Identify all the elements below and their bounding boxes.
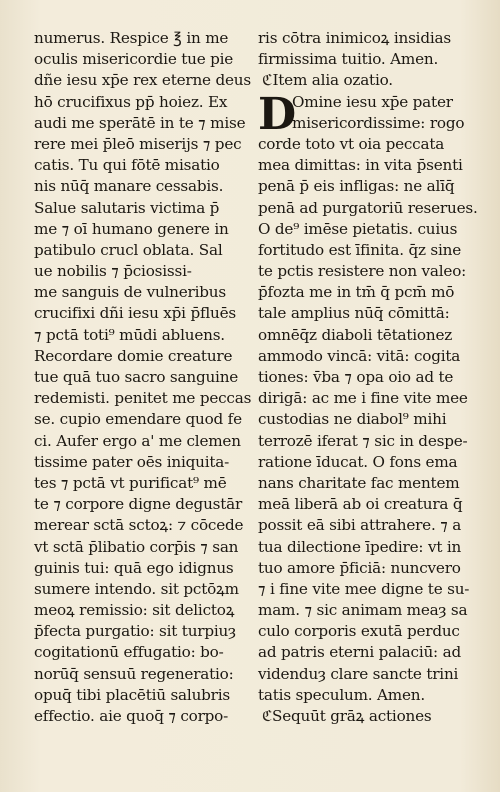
closing-rubric — [258, 706, 470, 727]
text-line: sumere intendo. sit pctōꝝm — [34, 579, 239, 598]
text-line: p̄fecta purgatio: sit turpiuȝ — [34, 622, 236, 641]
text-line: audi me sperātē in te ⁊ mise — [34, 113, 246, 132]
text-line: corde toto vt oia peccata — [258, 134, 445, 153]
text-line: ue nobilis ⁊ p̄ciosissi- — [34, 262, 192, 281]
text-line: effectio. aie quoq̄ ⁊ corpo- — [34, 707, 229, 725]
text-line: hō crucifixus pp̄ hoiez. Ex — [34, 92, 228, 111]
text-line: me ⁊ oī humano genere in — [34, 219, 229, 238]
text-line: misericordissime: rogo — [292, 113, 465, 132]
text-line: guinis tui: quā ego idignus — [34, 558, 234, 577]
text-line: fortitudo est īfinita. q̄z sine — [258, 240, 462, 259]
pilcrow-icon: ℭ — [262, 707, 273, 725]
text-line: redemisti. penitet me peccas — [34, 389, 252, 408]
heading-text: Item alia ozatio. — [272, 71, 393, 90]
text-line: Omine iesu xp̄e pater — [292, 92, 453, 111]
text-line: tatis speculum. Amen. — [258, 685, 425, 704]
text-line: catis. Tu qui fōtē misatio — [34, 156, 220, 175]
text-line: oculis misericordie tue pie — [34, 50, 234, 69]
text-line: custodias ne diabol⁹ mihi — [258, 410, 447, 429]
text-line: firmissima tuitio. Amen. — [258, 50, 439, 69]
text-line: ammodo vincā: vitā: cogita — [258, 346, 461, 365]
text-line: merear sctā sctoꝝ: ⁊ cōcede — [34, 516, 244, 535]
text-line: ratione īducat. O fons ema — [258, 452, 458, 471]
text-line: p̄fozta me in tm̄ q̄ pcm̄ mō — [258, 283, 455, 302]
text-line: terrozē iferat ⁊ sic in despe- — [258, 431, 468, 450]
pilcrow-icon: ℭ — [262, 71, 273, 90]
text-line: meoꝝ remissio: sit delictoꝝ — [34, 601, 235, 620]
text-line: tale amplius nūq̄ cōmittā: — [258, 304, 450, 323]
text-line: videnduȝ clare sancte trini — [258, 664, 459, 683]
text-line: ris cōtra inimicoꝝ insidias — [258, 29, 451, 47]
text-line: nans charitate fac mentem — [258, 473, 460, 492]
text-line: tuo amore p̄ficiā: nuncvero — [258, 558, 461, 577]
text-line: tiones: v̄ba ⁊ opa oio ad te — [258, 368, 454, 386]
text-line: tissime pater oēs iniquita- — [34, 452, 230, 471]
text-line: mam. ⁊ sic animam meaȝ sa — [258, 601, 468, 620]
left-column — [34, 28, 252, 727]
text-line: cogitationū effugatio: bo- — [34, 643, 224, 662]
text-line: Salue salutaris victima p̄ — [34, 198, 220, 217]
text-line: nis nūq̄ manare cessabis. — [34, 177, 224, 196]
text-line: mea dimittas: in vita p̄senti — [258, 156, 463, 175]
text-line: se. cupio emendare quod fe — [34, 410, 242, 429]
text-line: opuq̄ tibi placētiū salubris — [34, 685, 230, 704]
text-line: dñe iesu xp̄e rex eterne deus — [34, 71, 251, 90]
text-line: penā ad purgatoriū reserues. — [258, 198, 478, 217]
text-line: te ⁊ corpore digne degustār — [34, 495, 243, 514]
text-line: tes ⁊ pctā vt purificat⁹ mē — [34, 473, 227, 492]
text-line: tua dilectione īpedire: vt in — [258, 537, 462, 556]
text-line: meā liberā ab oi creatura q̄ — [258, 495, 463, 514]
text-line: ci. Aufer ergo a' me clemen — [34, 431, 241, 450]
text-line: te pctis resistere non valeo: — [258, 262, 467, 281]
text-line: penā p̄ eis infligas: ne alīq̄ — [258, 177, 455, 196]
text-line: crucifixi dñi iesu xp̄i p̄fluēs — [34, 304, 237, 323]
text-line: dirigā: ac me i fine vite mee — [258, 389, 468, 408]
text-line: ⁊ pctā toti⁹ mūdi abluens. — [34, 325, 225, 344]
text-line: numerus. Respice ℥ in me — [34, 29, 229, 47]
text-line: rere mei p̄leō miserijs ⁊ pec — [34, 134, 242, 153]
text-line: tue quā tuo sacro sanguine — [34, 368, 239, 386]
text-line: me sanguis de vulneribus — [34, 283, 226, 302]
rubric-text: Sequūt grāꝝ actiones — [272, 707, 432, 725]
text-line: omnēq̄z diaboli tētationez — [258, 325, 453, 344]
text-line: ad patris eterni palaciū: ad — [258, 643, 461, 662]
text-line: possit eā sibi attrahere. ⁊ a — [258, 516, 462, 535]
text-line: culo corporis exutā perduc — [258, 622, 460, 641]
text-line: vt sctā p̄libatio corp̄is ⁊ san — [34, 537, 239, 556]
right-column — [258, 28, 478, 727]
text-line: ⁊ i fine vite mee digne te su- — [258, 579, 470, 598]
drop-cap-initial: D — [258, 88, 296, 140]
text-line: norūq̄ sensuū regeneratio: — [34, 664, 234, 683]
text-line: O de⁹ imēse pietatis. cuius — [258, 219, 458, 238]
text-line: patibulo crucl oblata. Sal — [34, 240, 223, 259]
text-line: Recordare domie creature — [34, 346, 233, 365]
